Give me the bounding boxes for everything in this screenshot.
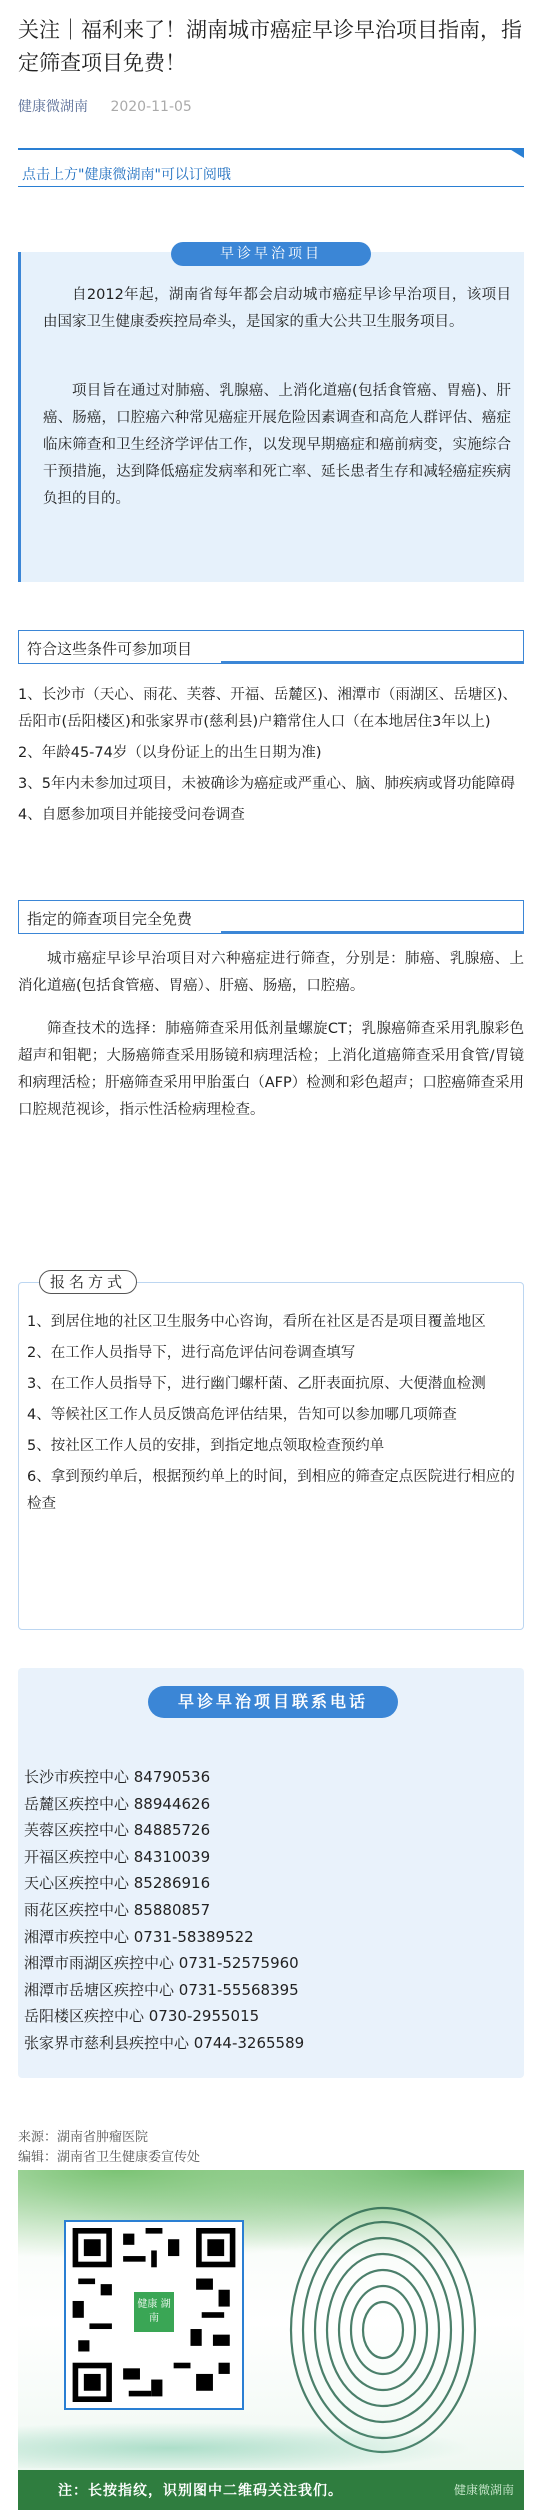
follow-hint[interactable]: 点击上方"健康微湖南"可以订阅哦: [22, 167, 231, 183]
banner-hint: 注：长按指纹，识别图中二维码关注我们。: [58, 2483, 343, 2499]
free-heading-box: [18, 900, 524, 934]
contact-row: 湘潭市岳塘区疾控中心 0731-55568395: [24, 1980, 299, 1999]
list-item: 2、在工作人员指导下，进行高危评估问卷调查填写: [27, 1345, 356, 1361]
contact-row: 张家界市慈利县疾控中心 0744-3265589: [24, 2033, 305, 2052]
qr-code[interactable]: [64, 2220, 244, 2410]
list-item: 3、5年内未参加过项目，未被确诊为癌症或严重心、脑、肺疾病或肾功能障碍: [18, 776, 515, 792]
follow-bar[interactable]: [18, 148, 524, 192]
free-paragraph: 筛查技术的选择：肺癌筛查采用低剂量螺旋CT；乳腺癌筛查采用乳腺彩色超声和钼靶；大肠癌筛查采用肠镜和病理活检；上消化道癌筛查采用食管/胃镜和病理活检；肝癌筛查采用甲胎蛋白（AFP）检测和彩色超声；口腔癌筛查采用口腔规范视诊，指示性活检病理检查。: [18, 1021, 524, 1118]
divider: [18, 186, 524, 187]
contact-row: 湘潭市疾控中心 0731-58389522: [24, 1927, 254, 1946]
list-item: 1、长沙市（天心、雨花、芙蓉、开福、岳麓区)、湘潭市（雨湖区、岳塘区)、岳阳市(岳阳楼区)和张家界市(慈利县)户籍常住人口（在本地居住3年以上): [18, 687, 518, 730]
qr-logo: 健康 湖南: [132, 2290, 176, 2334]
contact-row: 岳阳楼区疾控中心 0730-2955015: [24, 2007, 260, 2026]
divider: [18, 148, 524, 150]
signup-section: [18, 1273, 524, 1630]
contact-row: 开福区疾控中心 84310039: [24, 1847, 211, 1866]
list-item: 5、按社区工作人员的安排，到指定地点领取检查预约单: [27, 1438, 385, 1454]
signup-list: [27, 1309, 515, 1522]
banner-footer: [18, 2470, 524, 2510]
intro-paragraph: 自2012年起，湖南省每年都会启动城市癌症早诊早治项目，该项目由国家卫生健康委疾控局牵头，是国家的重大公共卫生服务项目。: [43, 287, 511, 330]
contact-row: 岳麓区疾控中心 88944626: [24, 1794, 211, 1813]
intro-heading: 早诊早治项目: [171, 242, 371, 266]
conditions-list: [18, 682, 524, 833]
water-decoration: [18, 2418, 524, 2468]
list-item: 3、在工作人员指导下，进行幽门螺杆菌、乙肝表面抗原、大便潜血检测: [27, 1376, 486, 1392]
list-item: 6、拿到预约单后，根据预约单上的时间，到相应的筛查定点医院进行相应的检查: [27, 1469, 515, 1512]
article-title: 关注｜福利来了！湖南城市癌症早诊早治项目指南，指定筛查项目免费！: [18, 18, 522, 75]
list-item: 1、到居住地的社区卫生服务中心咨询，看所在社区是否是项目覆盖地区: [27, 1314, 486, 1330]
contact-row: 雨花区疾控中心 85880857: [24, 1900, 211, 1919]
free-heading: 指定的筛查项目完全免费: [27, 910, 193, 928]
intro-paragraph: 项目旨在通过对肺癌、乳腺癌、上消化道癌(包括食管癌、胃癌)、肝癌、肠癌，口腔癌六种常见癌症开展危险因素调查和高危人群评估、癌症临床筛查和卫生经济学评估工作，以发现早期癌症和癌前病变，实施综合干预措施，达到降低癌症发病率和死亡率、延长患者生存和减轻癌症疾病负担的目的。: [43, 383, 511, 507]
conditions-heading-box: [18, 630, 524, 664]
contact-row: 湘潭市雨湖区疾控中心 0731-52575960: [24, 1954, 299, 1973]
free-paragraph: 城市癌症早诊早治项目对六种癌症进行筛查，分别是：肺癌、乳腺癌、上消化道癌(包括食管癌、胃癌）、肝癌、肠癌，口腔癌。: [18, 951, 524, 994]
list-item: 4、自愿参加项目并能接受问卷调查: [18, 807, 245, 823]
watermark-brand: 健康微湖南: [453, 2483, 514, 2497]
editor-line: 编辑：湖南省卫生健康委宣传处: [18, 2150, 201, 2165]
list-item: 4、等候社区工作人员反馈高危评估结果，告知可以参加哪几项筛查: [27, 1407, 457, 1423]
author-link[interactable]: 健康微湖南: [18, 99, 88, 115]
article-meta: [18, 96, 192, 116]
qr-banner[interactable]: [18, 2170, 524, 2510]
signup-heading: 报名方式: [39, 1270, 137, 1294]
contacts-section: [18, 1668, 524, 2078]
contacts-list: [24, 1764, 304, 2057]
publish-date: 2020-11-05: [110, 99, 192, 115]
heading-underline: [221, 931, 523, 934]
conditions-heading: 符合这些条件可参加项目: [27, 640, 193, 658]
contact-row: 天心区疾控中心 85286916: [24, 1874, 211, 1893]
list-item: 2、年龄45-74岁（以身份证上的出生日期为准): [18, 745, 322, 761]
source-info: [18, 2128, 200, 2168]
contacts-heading: 早诊早治项目联系电话: [148, 1686, 398, 1718]
intro-section: [18, 246, 524, 582]
contact-row: 长沙市疾控中心 84790536: [24, 1768, 211, 1786]
heading-underline: [221, 661, 523, 664]
source-line: 来源：湖南省肿瘤医院: [18, 2130, 149, 2145]
contact-row: 芙蓉区疾控中心 84885726: [24, 1821, 211, 1840]
free-content: [18, 946, 524, 1124]
